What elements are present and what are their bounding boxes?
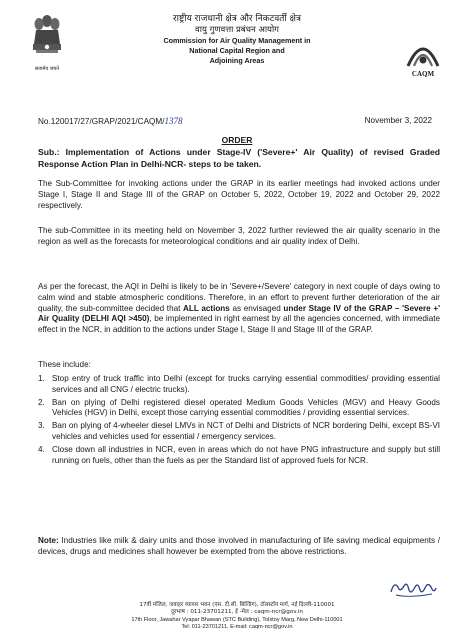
- list-item-text: Ban on plying of 4-wheeler diesel LMVs in NCT of Delhi and Districts of NCR bordering Delhi, except BS-VI vehicles and vehicles used for essential / emergency services.: [52, 421, 440, 441]
- footer: [0, 602, 474, 632]
- national-emblem-icon: [30, 12, 64, 64]
- paragraph-3-text-b: as envisaged: [229, 303, 284, 313]
- footer-english-address: 17th Floor, Jawahar Vyapar Bhawan (STC Building), Tolstoy Marg, New Delhi-110001: [131, 616, 343, 623]
- footer-english-contact: Tel: 011-23701211, E-mail: caqm-ncr@gov.in: [181, 624, 293, 631]
- paragraph-3-text-a: As per the forecast, the AQI in Delhi is likely to be in 'Severe+/Severe' category in next couple of days owing to calm wind and stable atmospheric conditions. Therefore, in an effort to prevent further deterioration of the air quality, the sub-committee decided that: [38, 282, 440, 313]
- signature-image: [388, 578, 438, 600]
- list-item: [38, 445, 440, 467]
- list-item-number: 1.: [38, 374, 45, 383]
- letterhead: [96, 14, 378, 66]
- reference-number: [38, 116, 183, 126]
- english-title-line2: National Capital Region and: [189, 46, 285, 55]
- order-heading: ORDER: [221, 135, 253, 145]
- include-label: These include:: [38, 360, 91, 369]
- footer-hindi-contact: दूरभाष : 011-23701211, ई -मेल : caqm-ncr@gov.in: [171, 609, 303, 616]
- note-label: Note:: [38, 536, 59, 545]
- reference-prefix: No.120017/27/GRAP/2021/CAQM/: [38, 117, 165, 126]
- paragraph-1: The Sub-Committee for invoking actions under the GRAP in its earlier meetings had invoked actions under Stage I, Stage II and Stage III of the GRAP on October 5, 2022, October 19, 2022 and October 29, 2022 respectively.: [38, 179, 440, 210]
- note-text: Industries like milk & dairy units and those involved in manufacturing of life saving medical equipments / devices, drugs and medicines shall however be exempted from the above restrictions.: [38, 536, 440, 556]
- paragraph-3: [38, 282, 440, 336]
- order-date: November 3, 2022: [364, 116, 432, 125]
- paragraph-3-text-c: , be implemented in right earnest by all the agencies concerned, with immediate effect in the NCR, in addition to the actions under Stage I, Stage II and Stage III of the GRAP.: [38, 314, 440, 335]
- list-item: [38, 374, 440, 396]
- list-item-text: Ban on plying of Delhi registered diesel operated Medium Goods Vehicles (MGV) and Heavy Goods Vehicles (HGV) in Delhi, except those carrying essential commodities / providing essential services.: [52, 397, 440, 418]
- subject-line: Sub.: Implementation of Actions under Stage-IV ('Severe+' Air Quality) of revised Graded Response Action Plan in Delhi-NCR- steps to be taken.: [38, 147, 440, 169]
- footer-hindi-address: 17वीं मंजिल, जवाहर व्यापार भवन (एस. टी.सी. बिल्डिंग), टॉलस्टॉय मार्ग, नई दिल्ली-110001: [139, 602, 335, 608]
- caqm-logo-text: CAQM: [411, 70, 435, 78]
- list-item-number: 2.: [38, 397, 45, 407]
- hindi-title-line1: राष्ट्रीय राजधानी क्षेत्र और निकटवर्ती क्षेत्र: [173, 14, 301, 24]
- english-title-line3: Adjoining Areas: [209, 56, 265, 65]
- paragraph-2: The sub-Committee in its meeting held on November 3, 2022 further reviewed the air quality scenario in the region as well as the forecasts for meteorological conditions and air quality index of Delhi.: [38, 226, 440, 246]
- list-item-text: Close down all industries in NCR, even in areas which do not have PNG infrastructure and supply but still running on fuels, other than the fuels as per the Standard list of approved fuels for NCR.: [52, 444, 440, 465]
- hindi-title-line2: वायु गुणवत्ता प्रबंधन आयोग: [195, 25, 279, 35]
- paragraph-3-bold-b: under Stage IV of the GRAP – 'Severe +' Air Quality (DELHI AQI >450): [38, 303, 441, 324]
- list-item-number: 3.: [38, 421, 45, 431]
- caqm-logo-icon: [404, 38, 442, 68]
- list-item-text: Stop entry of truck traffic into Delhi (except for trucks carrying essential commodities/ providing essential services and all CNG / electric trucks).: [52, 374, 440, 394]
- list-item: [38, 421, 440, 443]
- actions-list: [38, 374, 440, 468]
- note-paragraph: [38, 536, 440, 558]
- handwritten-number: 1378: [164, 116, 183, 126]
- list-item-number: 4.: [38, 444, 45, 454]
- english-title-line1: Commission for Air Quality Management in: [163, 36, 311, 45]
- list-item: [38, 398, 440, 420]
- paragraph-3-bold-a: ALL actions: [183, 303, 230, 313]
- emblem-caption: सत्यमेव जयते: [34, 66, 60, 72]
